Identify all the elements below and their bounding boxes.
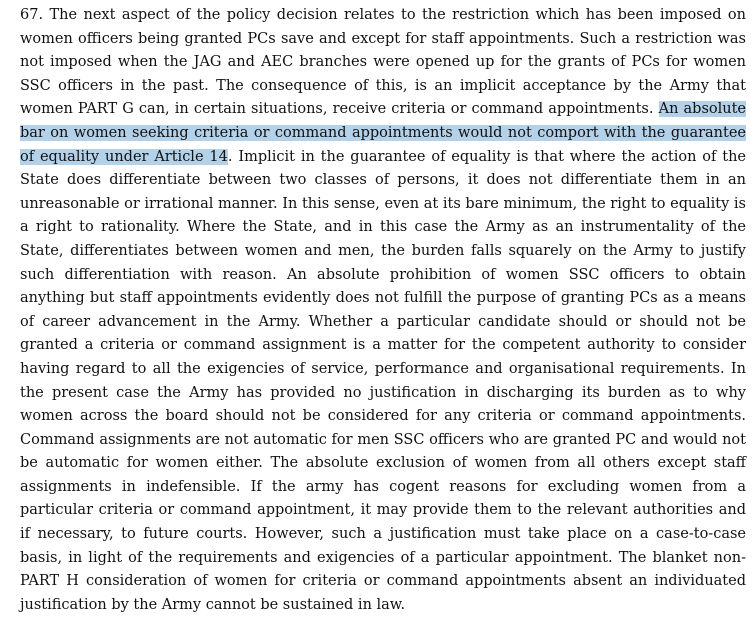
paragraph-67 bbox=[20, 4, 746, 617]
paragraph-text-after-highlight: . Implicit in the guarantee of equality is that where the action of the State does differentiate between two classes of persons, it does not differentiate them in an unreasonable or irrational manner. In this sense, even at its bare minimum, the right to equality is a right to rationality. Where the State, and in this case the Army as an instrumentality of the State, differentiates between women and men, the burden falls squarely on the Army to justify such differentiation with reason. An absolute prohibition of women SSC officers to obtain anything but staff appointments evidently does not fulfill the purpose of granting PCs as a means of career advancement in the Army. Whether a particular candidate should or should not be granted a criteria or command assignment is a matter for the competent authority to consider having regard to all the exigencies of service, performance and organisational requirements. In the present case the Army has provided no justification in discharging its burden as to why women across the board should not be considered for any criteria or command appointments. Command assignments are not automatic for men SSC officers who are granted PC and would not be automatic for women either. The absolute exclusion of women from all others except staff assignments in indefensible. If the army has cogent reasons for excluding women from a particular criteria or command appointment, it may provide them to the relevant authorities and if necessary, to future courts. However, such a justification must take place on a case-to-case basis, in light of the requirements and exigencies of a particular appointment. The blanket non- PART H consideration of women for criteria or command appointments absent an individuated justification by the Army cannot be sustained in law. bbox=[20, 148, 746, 613]
highlighted-sentence[interactable]: An absolute bar on women seeking criteria or command appointments would not comport with the guarantee of equality under Article 14 bbox=[20, 101, 747, 165]
paragraph-number: 67. bbox=[20, 7, 44, 23]
paragraph-text-before-highlight: The next aspect of the policy decision relates to the restriction which has been imposed on women officers being granted PCs save and except for staff appointments. Such a restriction was not imposed when the JAG and AEC branches were opened up for the grants of PCs for women SSC officers in the past. The consequence of this, is an implicit acceptance by the Army that women PART G can, in certain situations, receive criteria or command appointments. bbox=[20, 7, 747, 118]
